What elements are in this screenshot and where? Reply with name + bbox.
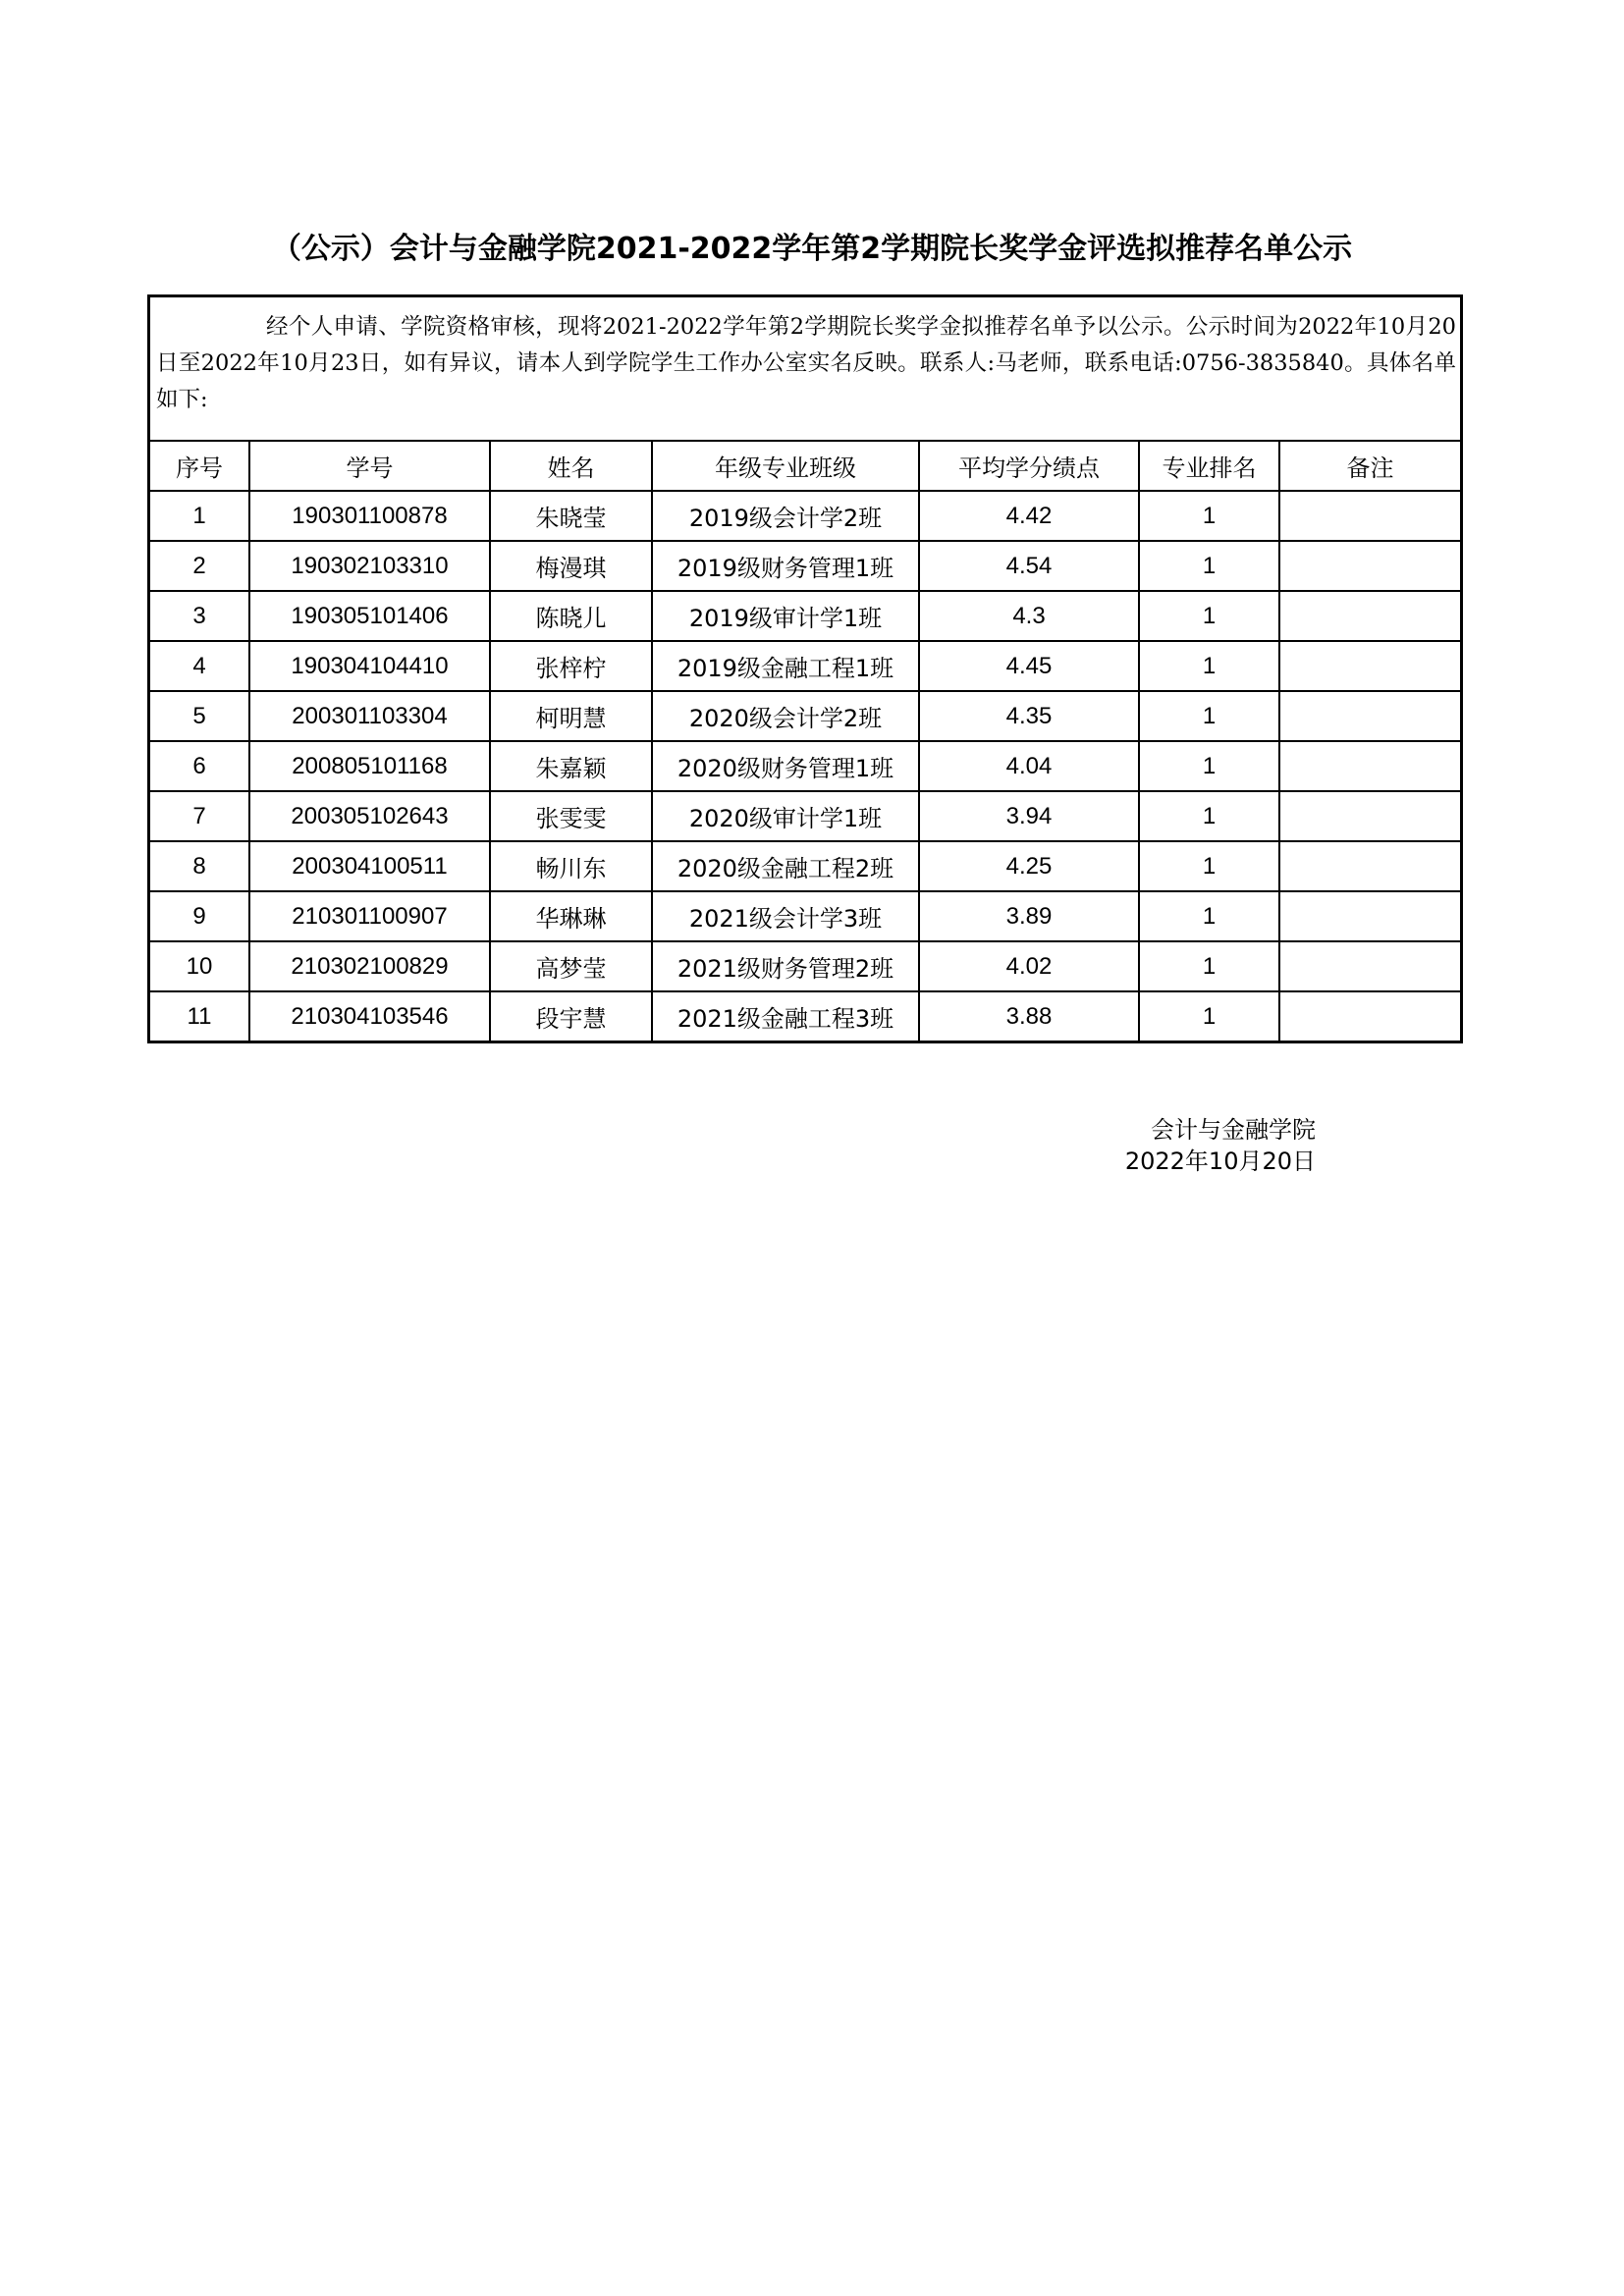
cell-remarks — [1279, 741, 1460, 791]
cell-class: 2021级会计学3班 — [652, 891, 919, 941]
cell-index: 1 — [150, 491, 249, 541]
cell-index: 4 — [150, 641, 249, 691]
cell-index: 5 — [150, 691, 249, 741]
page-title: （公示）会计与金融学院2021-2022学年第2学期院长奖学金评选拟推荐名单公示 — [271, 232, 1353, 266]
cell-name: 梅漫琪 — [490, 541, 652, 591]
cell-student-id: 190301100878 — [249, 491, 490, 541]
cell-class: 2019级金融工程1班 — [652, 641, 919, 691]
cell-name: 畅川东 — [490, 841, 652, 891]
table-body — [150, 491, 1460, 1041]
header-student-id: 学号 — [249, 442, 490, 491]
cell-gpa: 3.88 — [919, 991, 1139, 1041]
cell-remarks — [1279, 541, 1460, 591]
cell-remarks — [1279, 791, 1460, 841]
cell-gpa: 4.25 — [919, 841, 1139, 891]
cell-remarks — [1279, 491, 1460, 541]
cell-rank: 1 — [1139, 641, 1279, 691]
cell-gpa: 4.54 — [919, 541, 1139, 591]
cell-index: 3 — [150, 591, 249, 641]
cell-remarks — [1279, 691, 1460, 741]
cell-student-id: 190305101406 — [249, 591, 490, 641]
cell-class: 2021级金融工程3班 — [652, 991, 919, 1041]
cell-gpa: 4.02 — [919, 941, 1139, 991]
cell-class: 2019级审计学1班 — [652, 591, 919, 641]
table-row — [150, 541, 1460, 591]
cell-remarks — [1279, 991, 1460, 1041]
header-name: 姓名 — [490, 442, 652, 491]
intro-paragraph: 经个人申请、学院资格审核，现将2021-2022学年第2学期院长奖学金拟推荐名单予以公示。公示时间为2022年10月20日至2022年10月23日，如有异议，请本人到学院学生工作办公室实名反映。联系人:马老师，联系电话:0756-3835840。具体名单如下: — [150, 297, 1460, 442]
cell-student-id: 190302103310 — [249, 541, 490, 591]
cell-student-id: 210302100829 — [249, 941, 490, 991]
cell-student-id: 200304100511 — [249, 841, 490, 891]
cell-class: 2020级财务管理1班 — [652, 741, 919, 791]
notice-table-frame — [147, 294, 1463, 1043]
cell-name: 柯明慧 — [490, 691, 652, 741]
header-class: 年级专业班级 — [652, 442, 919, 491]
signature-org: 会计与金融学院 — [1151, 1116, 1316, 1144]
table-row — [150, 691, 1460, 741]
cell-class: 2021级财务管理2班 — [652, 941, 919, 991]
cell-class: 2019级财务管理1班 — [652, 541, 919, 591]
cell-remarks — [1279, 641, 1460, 691]
table-row — [150, 791, 1460, 841]
signature-block — [1060, 1114, 1316, 1177]
cell-index: 8 — [150, 841, 249, 891]
cell-name: 陈晓儿 — [490, 591, 652, 641]
cell-gpa: 4.04 — [919, 741, 1139, 791]
cell-remarks — [1279, 941, 1460, 991]
cell-student-id: 190304104410 — [249, 641, 490, 691]
cell-class: 2019级会计学2班 — [652, 491, 919, 541]
signature-date: 2022年10月20日 — [1124, 1148, 1316, 1175]
cell-rank: 1 — [1139, 491, 1279, 541]
cell-name: 朱晓莹 — [490, 491, 652, 541]
header-rank: 专业排名 — [1139, 442, 1279, 491]
cell-gpa: 4.42 — [919, 491, 1139, 541]
cell-name: 段宇慧 — [490, 991, 652, 1041]
table-row — [150, 491, 1460, 541]
cell-index: 11 — [150, 991, 249, 1041]
cell-rank: 1 — [1139, 941, 1279, 991]
cell-gpa: 4.45 — [919, 641, 1139, 691]
table-row — [150, 941, 1460, 991]
header-gpa: 平均学分绩点 — [919, 442, 1139, 491]
cell-rank: 1 — [1139, 591, 1279, 641]
cell-rank: 1 — [1139, 841, 1279, 891]
cell-student-id: 200805101168 — [249, 741, 490, 791]
cell-name: 华琳琳 — [490, 891, 652, 941]
table-row — [150, 991, 1460, 1041]
cell-index: 7 — [150, 791, 249, 841]
table-row — [150, 891, 1460, 941]
cell-class: 2020级审计学1班 — [652, 791, 919, 841]
table-row — [150, 641, 1460, 691]
cell-class: 2020级会计学2班 — [652, 691, 919, 741]
cell-student-id: 210304103546 — [249, 991, 490, 1041]
cell-student-id: 210301100907 — [249, 891, 490, 941]
cell-rank: 1 — [1139, 891, 1279, 941]
cell-gpa: 4.35 — [919, 691, 1139, 741]
header-index: 序号 — [150, 442, 249, 491]
cell-student-id: 200305102643 — [249, 791, 490, 841]
cell-index: 9 — [150, 891, 249, 941]
table-row — [150, 841, 1460, 891]
cell-student-id: 200301103304 — [249, 691, 490, 741]
cell-rank: 1 — [1139, 541, 1279, 591]
cell-remarks — [1279, 591, 1460, 641]
cell-rank: 1 — [1139, 991, 1279, 1041]
cell-remarks — [1279, 841, 1460, 891]
cell-name: 张雯雯 — [490, 791, 652, 841]
cell-rank: 1 — [1139, 791, 1279, 841]
cell-index: 2 — [150, 541, 249, 591]
table-row — [150, 591, 1460, 641]
cell-index: 10 — [150, 941, 249, 991]
cell-gpa: 3.94 — [919, 791, 1139, 841]
cell-rank: 1 — [1139, 741, 1279, 791]
recommendation-table — [150, 442, 1460, 1041]
table-row — [150, 741, 1460, 791]
cell-remarks — [1279, 891, 1460, 941]
table-header-row — [150, 442, 1460, 491]
cell-name: 朱嘉颖 — [490, 741, 652, 791]
cell-gpa: 3.89 — [919, 891, 1139, 941]
cell-name: 高梦莹 — [490, 941, 652, 991]
cell-gpa: 4.3 — [919, 591, 1139, 641]
cell-index: 6 — [150, 741, 249, 791]
cell-class: 2020级金融工程2班 — [652, 841, 919, 891]
header-remarks: 备注 — [1279, 442, 1460, 491]
cell-name: 张梓柠 — [490, 641, 652, 691]
cell-rank: 1 — [1139, 691, 1279, 741]
